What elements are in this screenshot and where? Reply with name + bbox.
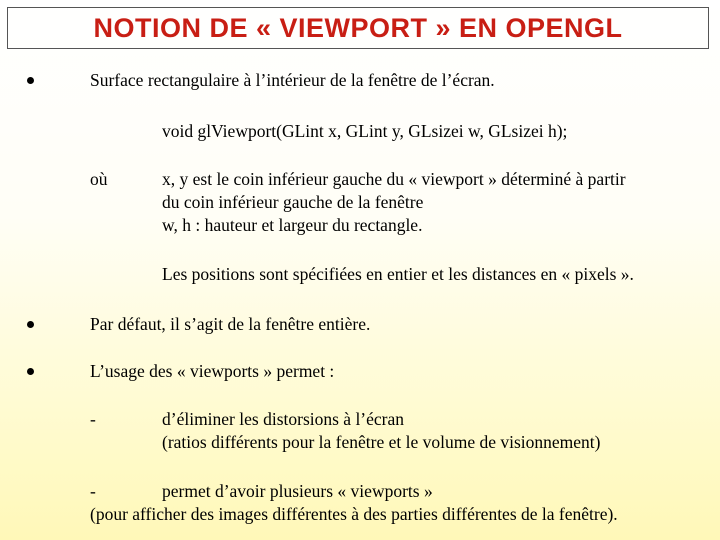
bullet-2-dot	[27, 321, 34, 328]
slide-title: NOTION DE « VIEWPORT » EN OPENGL	[93, 12, 623, 43]
sub-item-1-dash: -	[90, 409, 96, 429]
sub-item-1-line-1: d’éliminer les distorsions à l’écran	[162, 409, 405, 429]
sub-item-2-dash: -	[90, 481, 96, 501]
sub-item-2-line-1: permet d’avoir plusieurs « viewports »	[162, 481, 433, 501]
sub-item-1-line-2: (ratios différents pour la fenêtre et le volume de visionnement)	[162, 432, 601, 452]
sub-item-2-line-2: (pour afficher des images différentes à des parties différentes de la fenêtre).	[90, 504, 618, 524]
bullet-2-text: Par défaut, il s’agit de la fenêtre entière.	[90, 314, 371, 334]
title-box	[7, 7, 709, 49]
code-signature: void glViewport(GLint x, GLint y, GLsizei w, GLsizei h);	[162, 121, 568, 141]
bullet-3-text: L’usage des « viewports » permet :	[90, 361, 335, 381]
where-line-3: w, h : hauteur et largeur du rectangle.	[162, 215, 423, 235]
where-line-1: x, y est le coin inférieur gauche du « viewport » déterminé à partir	[162, 169, 626, 189]
bullet-1-dot	[27, 77, 34, 84]
bullet-1-text: Surface rectangulaire à l’intérieur de la fenêtre de l’écran.	[90, 70, 495, 90]
where-label: où	[90, 169, 108, 189]
positions-note: Les positions sont spécifiées en entier et les distances en « pixels ».	[162, 264, 634, 284]
bullet-3-dot	[27, 368, 34, 375]
where-line-2: du coin inférieur gauche de la fenêtre	[162, 192, 424, 212]
